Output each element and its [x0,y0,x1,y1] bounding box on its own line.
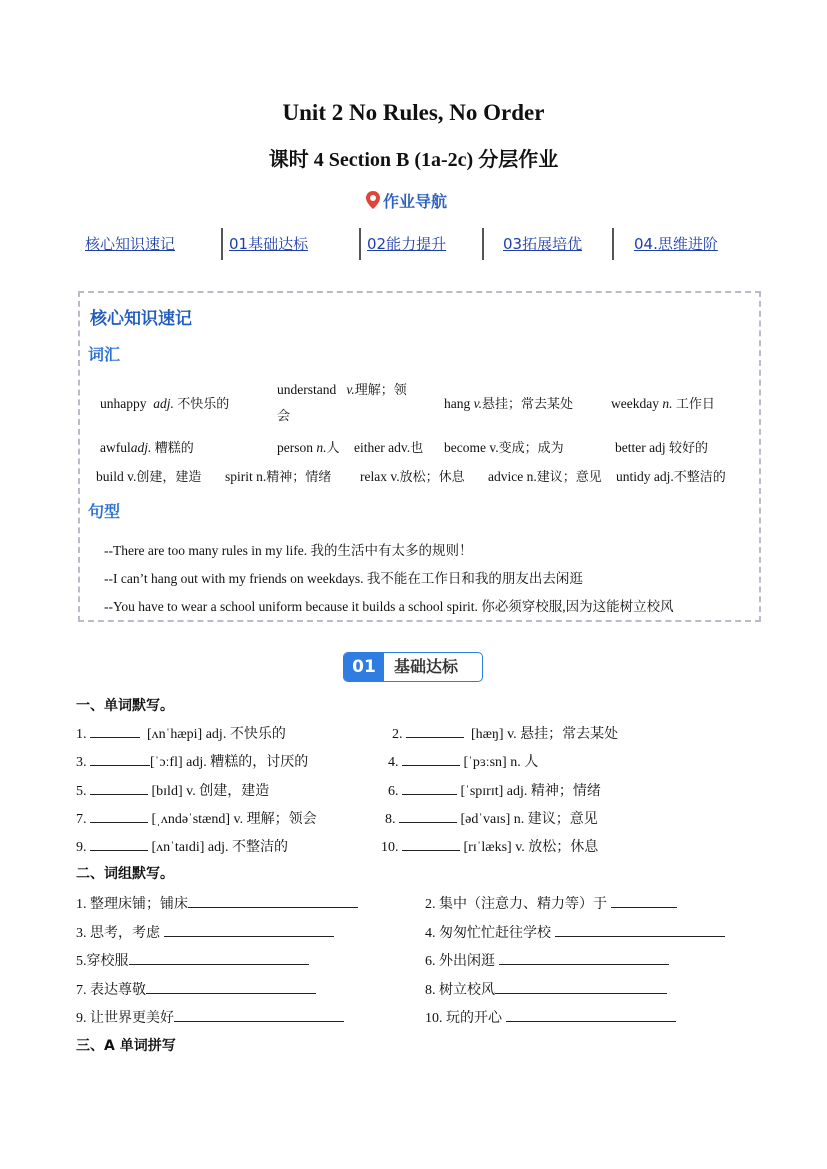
word-question: 1. [ʌnˈhæpi] adj. 不快乐的 [76,723,286,743]
sentence-item: --You have to wear a school uniform because it builds a school spirit. 你必须穿校服,因为这能树立校风 [104,599,674,614]
section-label: 基础达标 [394,657,459,676]
word-question: 7. [ˌʌndəˈstænd] v. 理解；领会 [76,808,317,828]
part1-heading: 一、单词默写。 [76,698,174,714]
vocab-item: unhappy adj. 不快乐的 [100,396,230,412]
vocab-item: weekday n. 工作日 [611,396,715,412]
phrase-question: 2. 集中（注意力、精力等）于 [425,893,677,913]
vocab-item: hang v.悬挂；常去某处 [444,396,574,412]
vocab-heading: 词汇 [88,345,121,364]
phrase-question: 6. 外出闲逛 [425,950,669,970]
sentence-heading: 句型 [88,502,121,521]
phrase-question: 3. 思考，考虑 [76,922,334,942]
nav-divider [221,228,223,260]
section-number: 01 [344,653,384,681]
answer-blank[interactable] [402,837,460,851]
page-subtitle: 课时 4 Section B (1a-2c) 分层作业 [268,149,559,171]
nav-link-extension[interactable]: 03拓展培优 [503,235,583,253]
nav-divider [359,228,361,260]
answer-blank[interactable] [146,980,316,994]
vocab-item: spirit n.精神；情绪 [225,469,332,485]
answer-blank[interactable] [90,781,148,795]
nav-divider [482,228,484,260]
answer-blank[interactable] [402,752,460,766]
phrase-question: 7. 表达尊敬 [76,979,316,999]
section-banner [343,652,483,682]
answer-blank[interactable] [499,951,669,965]
answer-blank[interactable] [611,894,677,908]
vocab-item: untidy adj.不整洁的 [616,469,726,485]
vocab-item: become v.变成；成为 [444,440,564,456]
answer-blank[interactable] [90,724,140,738]
word-question: 5. [bɪld] v. 创建，建造 [76,780,269,800]
nav-link-thinking[interactable]: 04.思维进阶 [634,235,718,253]
vocab-item: either adv.也 [354,440,424,456]
answer-blank[interactable] [495,980,667,994]
answer-blank[interactable] [90,809,148,823]
phrase-question: 4. 匆匆忙忙赶往学校 [425,922,725,942]
part3-heading: 三、A 单词拼写 [76,1038,176,1054]
word-question: 10. [rɪˈlæks] v. 放松；休息 [381,836,598,856]
nav-link-core-knowledge[interactable]: 核心知识速记 [85,235,176,253]
vocab-item: build v.创建，建造 [96,469,202,485]
word-question: 3. [ˈɔːfl] adj. 糟糕的，讨厌的 [76,751,308,771]
nav-heading-label: 作业导航 [383,191,448,211]
word-question: 4. [ˈpɜːsn] n. 人 [388,751,538,771]
nav-heading [366,190,447,210]
answer-blank[interactable] [406,724,464,738]
nav-link-basic[interactable]: 01基础达标 [229,235,309,253]
answer-blank[interactable] [164,923,334,937]
vocab-item: better adj 较好的 [615,440,708,456]
answer-blank[interactable] [90,752,150,766]
sentence-item: --I can’t hang out with my friends on weekdays. 我不能在工作日和我的朋友出去闲逛 [104,571,583,586]
location-pin-icon [366,191,380,209]
vocab-item: awfuladj. 糟糕的 [100,440,194,456]
word-question: 6. [ˈspɪrɪt] adj. 精神；情绪 [388,780,601,800]
word-question: 2. [hæŋ] v. 悬挂；常去某处 [392,723,618,743]
vocab-item: advice n.建议；意见 [488,469,602,485]
sentence-item: --There are too many rules in my life. 我的生活中有太多的规则！ [104,543,473,558]
answer-blank[interactable] [399,809,457,823]
word-question: 9. [ʌnˈtaɪdi] adj. 不整洁的 [76,836,288,856]
answer-blank[interactable] [90,837,148,851]
phrase-question: 9. 让世界更美好 [76,1007,344,1027]
answer-blank[interactable] [506,1008,676,1022]
word-question: 8. [ədˈvaɪs] n. 建议；意见 [385,808,598,828]
phrase-question: 10. 玩的开心 [425,1007,676,1027]
nav-divider [612,228,614,260]
answer-blank[interactable] [174,1008,344,1022]
answer-blank[interactable] [555,923,725,937]
nav-link-ability[interactable]: 02能力提升 [367,235,447,253]
part2-heading: 二、词组默写。 [76,866,174,882]
answer-blank[interactable] [402,781,457,795]
answer-blank[interactable] [188,894,358,908]
answer-blank[interactable] [129,951,309,965]
phrase-question: 5.穿校服 [76,950,309,970]
vocab-item: person n.人 [277,440,340,456]
knowledge-heading: 核心知识速记 [90,309,192,329]
vocab-item-wrap: 会 [277,409,291,424]
vocab-item: relax v.放松；休息 [360,469,465,485]
vocab-item: understand v.理解；领 [277,382,407,398]
phrase-question: 1. 整理床铺；铺床 [76,893,358,913]
page-title: Unit 2 No Rules, No Order [282,100,545,125]
phrase-question: 8. 树立校风 [425,979,667,999]
